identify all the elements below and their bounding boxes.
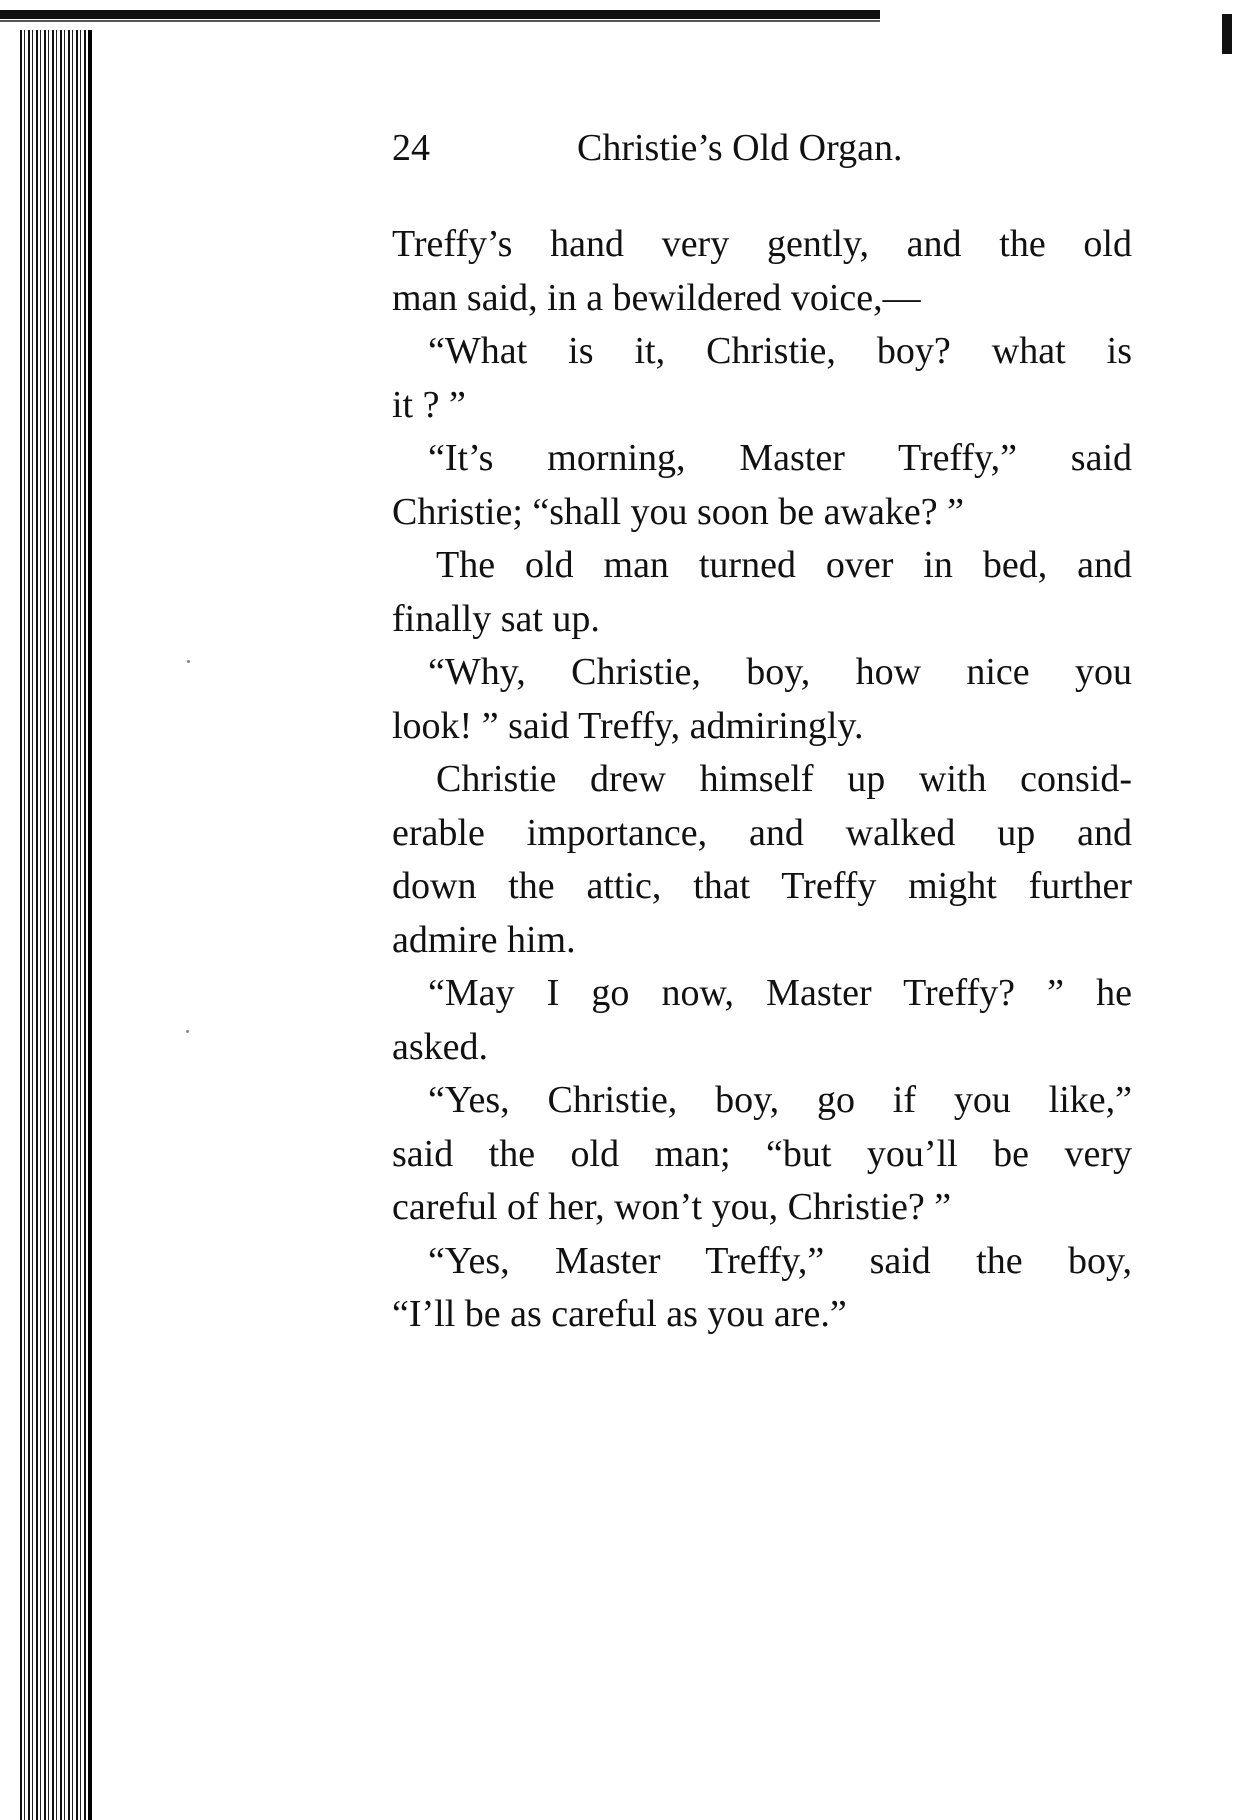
text-line: “May I go now, Master Treffy? ” he — [428, 972, 1132, 1014]
text-line: “Yes, Christie, boy, go if you like,” — [428, 1079, 1132, 1121]
scan-speck — [187, 660, 190, 663]
page-number: 24 — [392, 127, 430, 169]
text-line: it ? ” — [392, 383, 466, 426]
running-head — [392, 122, 1012, 174]
book-spine-gutter — [20, 30, 92, 1820]
text-line: look! ” said Treffy, admiringly. — [392, 704, 864, 747]
text-line: erable importance, and walked up and — [392, 811, 1132, 854]
book-spine-edge — [88, 30, 92, 1820]
body-text — [392, 218, 1132, 1342]
text-line: said the old man; “but you’ll be very — [392, 1132, 1132, 1175]
text-line: “Why, Christie, boy, how nice you — [428, 651, 1132, 693]
text-line: “It’s morning, Master Treffy,” said — [428, 437, 1132, 479]
text-line: finally sat up. — [392, 597, 600, 640]
corner-scan-mark — [1222, 14, 1232, 54]
text-line: asked. — [392, 1025, 489, 1068]
top-border-rule — [0, 10, 880, 19]
running-title: Christie’s Old Organ. — [577, 127, 903, 169]
text-line: “What is it, Christie, boy? what is — [428, 330, 1132, 372]
text-line: The old man turned over in bed, and — [436, 544, 1132, 586]
text-line: Treffy’s hand very gently, and the old — [392, 223, 1132, 265]
text-line: Christie drew himself up with consid- — [436, 758, 1132, 800]
text-line: “I’ll be as careful as you are.” — [392, 1293, 847, 1335]
text-line: careful of her, won’t you, Christie? ” — [392, 1186, 952, 1228]
text-line: Christie; “shall you soon be awake? ” — [392, 490, 964, 533]
scan-speck — [186, 1030, 189, 1033]
text-line: man said, in a bewildered voice,— — [392, 276, 921, 319]
text-line: down the attic, that Treffy might further — [392, 865, 1132, 907]
top-border-rule-thin — [0, 20, 880, 22]
text-line: “Yes, Master Treffy,” said the boy, — [428, 1239, 1132, 1282]
text-line: admire him. — [392, 918, 576, 961]
